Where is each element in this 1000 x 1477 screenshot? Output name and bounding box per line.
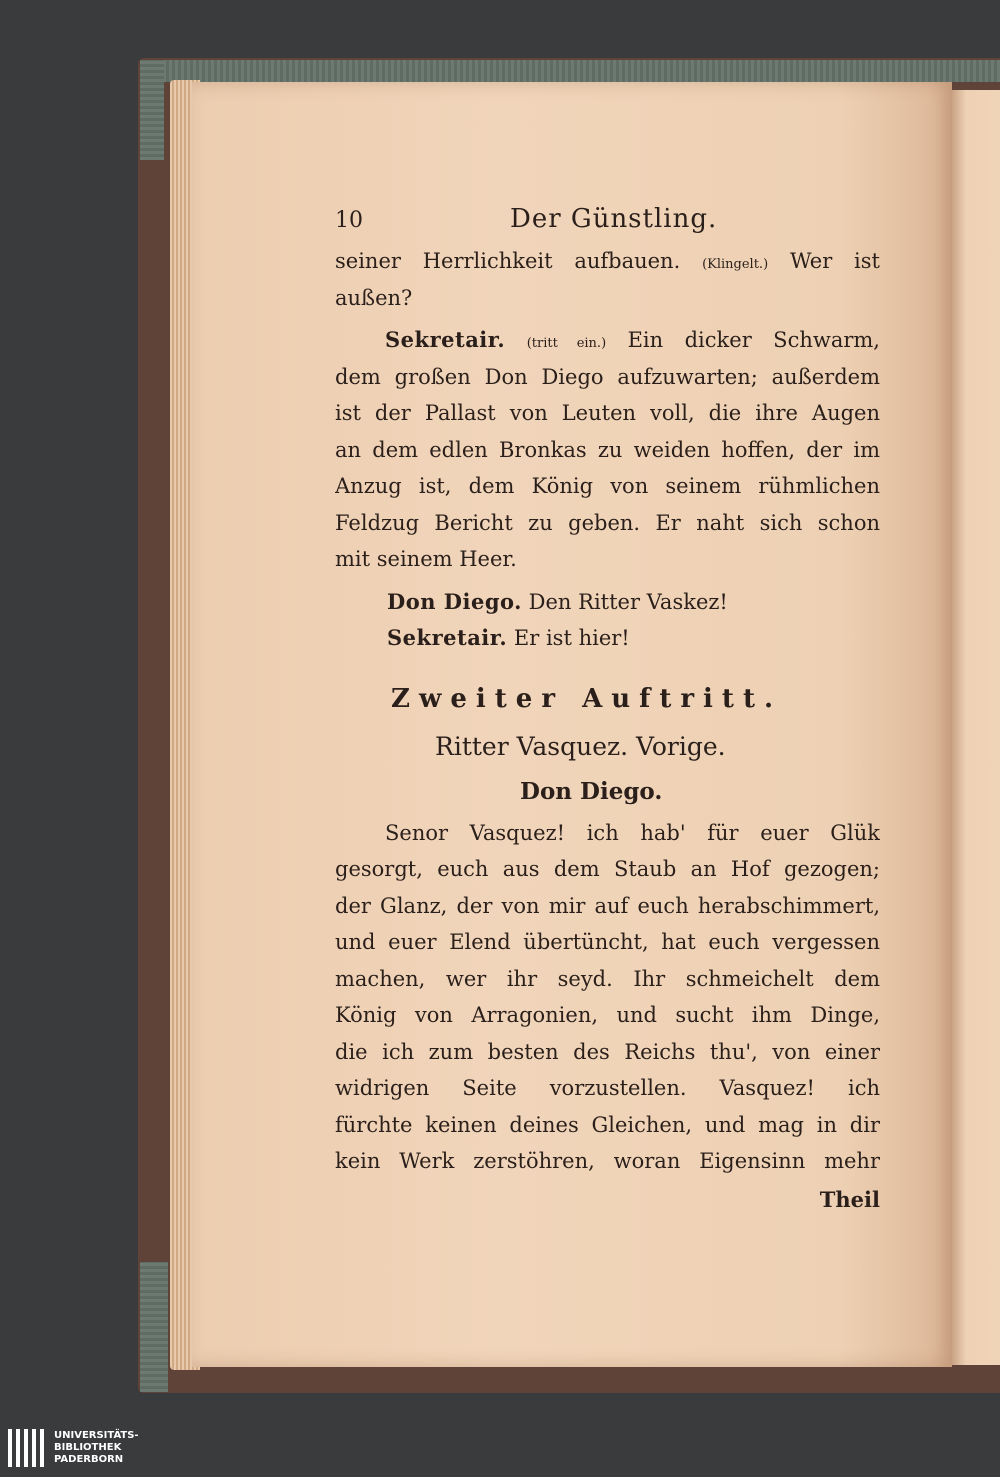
cloth-binding-top	[145, 60, 1000, 82]
text-line: Senor Vasquez! ich hab' für euer Glük	[385, 820, 880, 845]
stage-direction: (tritt ein.)	[526, 336, 607, 351]
text-fragment: Den Ritter Vaskez!	[528, 589, 728, 614]
text-line: gesorgt, euch aus dem Staub an Hof gezogen;	[335, 857, 880, 881]
cloth-binding-left	[140, 60, 164, 160]
text-line: der Glanz, der von mir auf euch herabschimmert,	[335, 893, 880, 918]
text-fragment: seiner Herrlichkeit aufbauen.	[335, 249, 681, 273]
text-line: außen?	[335, 285, 413, 310]
page-text	[335, 195, 880, 1220]
running-title: Der Günstling.	[510, 204, 718, 234]
text-line: König von Arragonien, und sucht ihm Dinge,	[335, 1003, 880, 1027]
facing-page-edge	[952, 90, 1000, 1365]
page-header	[335, 195, 880, 243]
text-line: fürchte keinen deines Gleichen, und mag in dir	[335, 1112, 880, 1137]
text-fragment: Ein dicker Schwarm,	[627, 328, 880, 352]
logo-line: PADERBORN	[54, 1454, 124, 1465]
speaker-name: Sekretair.	[387, 625, 508, 650]
library-logo-text	[54, 1430, 139, 1466]
text-fragment: Er ist hier!	[513, 626, 630, 650]
cast-list: Ritter Vasquez. Vorige.	[435, 731, 726, 761]
text-line: kein Werk zerstöhren, woran Eigensinn mehr	[335, 1149, 880, 1173]
cloth-binding-bottom	[140, 1262, 168, 1392]
speaker-heading: Don Diego.	[520, 777, 663, 805]
text-line: ist der Pallast von Leuten voll, die ihre Augen	[335, 401, 880, 425]
logo-line: BIBLIOTHEK	[54, 1442, 122, 1453]
text-line: dem großen Don Diego aufzuwarten; außerdem	[335, 364, 880, 389]
speaker-name: Don Diego.	[387, 588, 522, 614]
page-number: 10	[335, 208, 363, 233]
logo-line: UNIVERSITÄTS-	[54, 1430, 139, 1441]
text-line	[335, 322, 880, 359]
catchword: Theil	[819, 1186, 880, 1212]
text-line: und euer Elend übertüncht, hat euch vergessen	[335, 930, 880, 954]
text-line: mit seinem Heer.	[335, 547, 517, 571]
text-line: die ich zum besten des Reichs thu', von einer	[335, 1039, 880, 1064]
text-line	[335, 243, 880, 280]
text-line: Anzug ist, dem König von seinem rühmlichen	[335, 474, 880, 498]
text-fragment: Wer ist	[789, 249, 880, 273]
text-line: machen, wer ihr seyd. Ihr schmeichelt dem	[335, 966, 880, 991]
text-line	[335, 620, 880, 657]
text-line: Feldzug Bericht zu geben. Er naht sich schon	[335, 510, 880, 535]
text-line: an dem edlen Bronkas zu weiden hoffen, der im	[335, 437, 880, 462]
scene-title: Zweiter Auftritt.	[391, 683, 782, 714]
text-line	[335, 584, 880, 621]
speaker-name: Sekretair.	[385, 327, 506, 352]
stage-direction: (Klingelt.)	[702, 257, 769, 272]
library-logo	[8, 1427, 178, 1469]
text-line: widrigen Seite vorzustellen. Vasquez! ich	[335, 1076, 880, 1100]
library-logo-icon	[8, 1429, 46, 1467]
